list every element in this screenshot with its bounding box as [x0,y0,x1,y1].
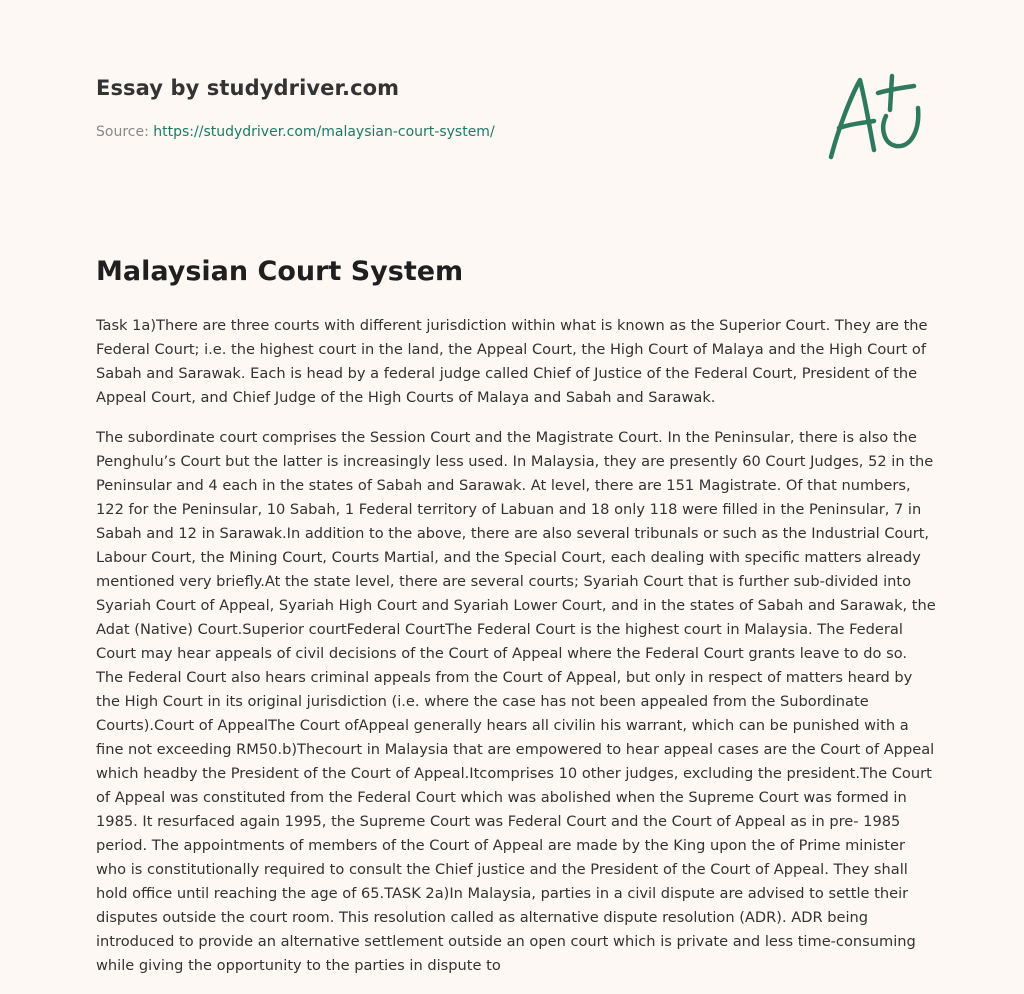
a-plus-grade-icon [822,68,928,164]
essay-paragraph: The subordinate court comprises the Session Court and the Magistrate Court. In the Peninsular, there is also the Penghulu’s Court but the latter is increasingly less used. In Malaysia, they are presently 60 Court Judges, 52 in the Peninsular and 4 each in the states of Sabah and Sarawak. At level, there are 151 Magistrate. Of that numbers, 122 for the Peninsular, 10 Sabah, 1 Federal territory of Labuan and 18 only 118 were filled in the Peninsular, 7 in Sabah and 12 in Sarawak.In addition to the above, there are also several tribunals or such as the Industrial Court, Labour Court, the Mining Court, Courts Martial, and the Special Court, each dealing with specific matters already mentioned very briefly.At the state level, there are several courts; Syariah Court that is further sub-divided into Syariah Court of Appeal, Syariah High Court and Syariah Lower Court, and in the states of Sabah and Sarawak, the Adat (Native) Court.Superior courtFederal CourtThe Federal Court is the highest court in Malaysia. The Federal Court may hear appeals of civil decisions of the Court of Appeal where the Federal Court grants leave to do so. The Federal Court also hears criminal appeals from the Court of Appeal, but only in respect of matters heard by the High Court in its original jurisdiction (i.e. where the case has not been appealed from the Subordinate Courts).Court of AppealThe Court ofAppeal generally hears all civilin his warrant, which can be punished with a fine not exceeding RM50.b)Thecourt in Malaysia that are empowered to hear appeal cases are the Court of Appeal which headby the President of the Court of Appeal.Itcomprises 10 other judges, excluding the president.The Court of Appeal was constituted from the Federal Court which was abolished when the Supreme Court was formed in 1985. It resurfaced again 1995, the Supreme Court was Federal Court and the Court of Appeal as in pre- 1985 period. The appointments of members of the Court of Appeal are made by the King upon the of Prime minister who is constitutionally required to consult the Chief justice and the President of the Court of Appeal. They shall hold office until reaching the age of 65.TASK 2a)In Malaysia, parties in a civil dispute are advised to settle their disputes outside the court room. This resolution called as alternative dispute resolution (ADR). ADR being introduced to provide an alternative settlement outside an open court which is private and less time-consuming while giving the opportunity to the parties in dispute to [96,429,936,974]
source-line [96,124,495,140]
essay-body [96,314,938,994]
essay-paragraph: Task 1a)There are three courts with different jurisdiction within what is known as the Superior Court. They are the Federal Court; i.e. the highest court in the land, the Appeal Court, the High Court of Malaya and the High Court of Sabah and Sarawak. Each is head by a federal judge called Chief of Justice of the Federal Court, President of the Appeal Court, and Chief Judge of the High Courts of Malaya and Sabah and Sarawak. [96,317,928,406]
site-header-title: Essay by studydriver.com [96,76,400,100]
source-link[interactable]: https://studydriver.com/malaysian-court-system/ [153,124,495,140]
page-title: Malaysian Court System [96,256,464,287]
source-label: Source: [96,124,149,140]
